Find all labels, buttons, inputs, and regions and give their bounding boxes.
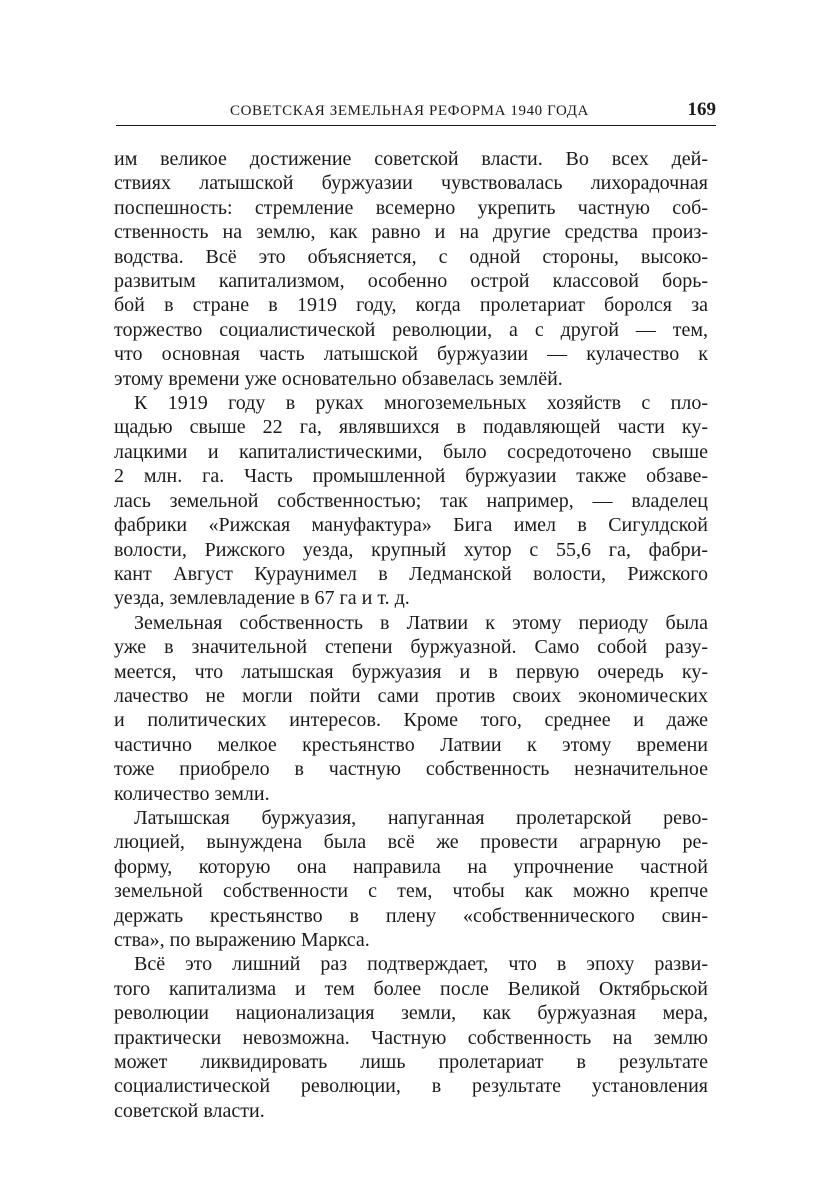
running-head: [116, 99, 716, 127]
text-line: фабрики «Рижская мануфактура» Бига имел в Сигулдской: [114, 514, 708, 537]
text-line: 2 млн. га. Часть промышленной буржуазии также обзаве-: [114, 465, 708, 488]
text-line: Земельная собственность в Латвии к этому периоду была: [134, 611, 708, 634]
paragraph-1: [114, 147, 708, 391]
text-line: Всё это лишний раз подтверждает, что в эпоху разви-: [134, 953, 708, 976]
text-line: лачество не могли пойти сами против своих экономических: [114, 684, 708, 707]
text-line: люцией, вынуждена была всё же провести аграрную ре-: [114, 831, 708, 854]
text-line: и политических интересов. Кроме того, среднее и даже: [114, 709, 708, 732]
text-line: торжество социалистической революции, а с другой — тем,: [114, 318, 708, 341]
text-line: им великое достижение советской власти. Во всех дей-: [114, 148, 708, 170]
text-line: форму, которую она направила на упрочнение частной: [114, 855, 708, 878]
text-line: кант Август Кураунимел в Ледманской волости, Рижского: [114, 562, 708, 585]
text-line: этому времени уже основательно обзавелась землёй.: [114, 367, 563, 390]
text-line: ственность на землю, как равно и на другие средства произ-: [114, 221, 708, 244]
text-line: того капитализма и тем более после Великой Октябрьской: [114, 977, 708, 1000]
text-line: К 1919 году в руках многоземельных хозяйств с пло-: [134, 392, 708, 415]
text-line: что основная часть латышской буржуазии — кулачество к: [114, 343, 708, 366]
text-line: лась земельной собственностью; так например, — владелец: [114, 489, 708, 512]
text-line: может ликвидировать лишь пролетариат в результате: [114, 1051, 708, 1074]
text-line: бой в стране в 1919 году, когда пролетариат боролся за: [114, 294, 708, 317]
text-line: советской власти.: [114, 1099, 265, 1122]
text-line: водства. Всё это объясняется, с одной стороны, высоко-: [114, 245, 708, 268]
text-line: волости, Рижского уезда, крупный хутор с 55,6 га, фабри-: [114, 538, 708, 561]
text-line: уже в значительной степени буржуазной. Само собой разу-: [114, 636, 708, 659]
text-line: поспешность: стремление всемерно укрепить частную соб-: [114, 196, 708, 219]
text-line: практически невозможна. Частную собственность на землю: [114, 1026, 708, 1049]
text-line: тоже приобрело в частную собственность незначительное: [114, 758, 708, 781]
text-line: развитым капитализмом, особенно острой классовой борь-: [114, 270, 708, 293]
text-line: ствиях латышской буржуазии чувствовалась лихорадочная: [114, 172, 708, 195]
body-text: [114, 147, 708, 1123]
text-line: земельной собственности с тем, чтобы как можно крепче: [114, 880, 708, 903]
text-line: уезда, землевладение в 67 га и т. д.: [114, 587, 410, 610]
text-line: держать крестьянство в плену «собственнического свин-: [114, 904, 708, 927]
text-line: лацкими и капиталистическими, было сосредоточено свыше: [114, 440, 708, 463]
text-line: щадью свыше 22 га, являвшихся в подавляющей части ку-: [114, 416, 708, 439]
header-rule: [116, 125, 716, 126]
text-line: количество земли.: [114, 782, 270, 805]
paragraph-5: [114, 952, 708, 1123]
text-line: социалистической революции, в результате установления: [114, 1075, 708, 1098]
paragraph-3: [114, 611, 708, 806]
text-line: ства», по выражению Маркса.: [114, 929, 370, 951]
paragraph-4: [114, 806, 708, 952]
text-line: Латышская буржуазия, напуганная пролетарской рево-: [134, 806, 708, 829]
page-number: 169: [687, 99, 716, 120]
text-line: меется, что латышская буржуазия и в первую очередь ку-: [114, 660, 708, 683]
running-head-title: СОВЕТСКАЯ ЗЕМЕЛЬНАЯ РЕФОРМА 1940 ГОДА: [230, 103, 589, 119]
text-line: частично мелкое крестьянство Латвии к этому времени: [114, 733, 708, 756]
text-line: революции национализация земли, как буржуазная мера,: [114, 1002, 708, 1025]
paragraph-2: [114, 391, 708, 611]
